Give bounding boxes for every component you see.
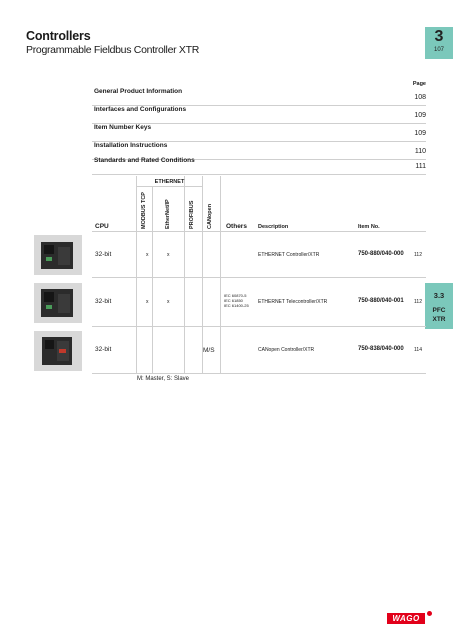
toc-item-page: 108 xyxy=(414,94,426,101)
toc-item[interactable] xyxy=(92,157,426,175)
toc-item-page: 109 xyxy=(414,130,426,137)
column-rule xyxy=(202,176,203,373)
cell-item-no: 750-880/040-001 xyxy=(358,298,404,304)
cell-page: 112 xyxy=(414,252,422,258)
section-label-line2: XTR xyxy=(432,316,446,323)
column-rule xyxy=(184,176,185,373)
cell-canopen: M/S xyxy=(203,347,215,354)
cell-cpu: 32-bit xyxy=(95,298,112,305)
cell-description: ETHERNET Telecontroller/XTR xyxy=(258,299,328,305)
header-canopen: CANopen xyxy=(207,203,213,229)
cell-ethernetip: x xyxy=(167,299,170,305)
page-title: Controllers xyxy=(26,29,91,43)
cell-cpu: 32-bit xyxy=(95,251,112,258)
table-footnote: M: Master, S: Slave xyxy=(137,376,190,382)
logo-mark-icon xyxy=(427,611,432,616)
toc-item[interactable] xyxy=(92,106,426,124)
row-rule xyxy=(92,277,426,278)
cell-others xyxy=(224,293,249,308)
toc-item-page: 111 xyxy=(415,163,426,170)
toc-page-header: Page xyxy=(412,81,426,87)
section-label-line1: PFC xyxy=(432,307,446,314)
cell-item-no: 750-838/040-000 xyxy=(358,346,404,352)
cell-cpu: 32-bit xyxy=(95,346,112,353)
header-others: Others xyxy=(226,223,247,230)
telecontroller-product-image xyxy=(34,283,82,323)
header-description: Description xyxy=(258,224,289,230)
chapter-page: 107 xyxy=(433,47,444,53)
cell-others-standard: IEC 61400-25 xyxy=(224,303,249,308)
toc-item-page: 110 xyxy=(414,148,426,155)
cell-modbus: x xyxy=(146,299,149,305)
cell-item-no: 750-880/040-000 xyxy=(358,251,404,257)
toc-item[interactable] xyxy=(92,88,426,106)
cell-modbus: x xyxy=(146,252,149,258)
cell-ethernetip: x xyxy=(167,252,170,258)
toc-item-title: Standards and Rated Conditions xyxy=(94,157,195,164)
cell-description: CANopen Controller/XTR xyxy=(258,347,315,353)
page-subtitle: Programmable Fieldbus Controller XTR xyxy=(26,44,200,56)
row-rule xyxy=(92,373,426,374)
canopen-controller-product-image xyxy=(34,331,82,371)
header-modbus-tcp: MODBUS TCP xyxy=(141,192,147,229)
header-ethernet-ip: EtherNet/IP xyxy=(165,199,171,229)
toc-item-title: Installation Instructions xyxy=(94,142,168,149)
cell-page: 114 xyxy=(414,347,422,353)
header-item-no: Item No. xyxy=(358,224,380,230)
toc-item-title: General Product Information xyxy=(94,88,183,95)
toc-item[interactable] xyxy=(92,124,426,142)
cell-others-standard: IEC 60870-5 xyxy=(224,293,247,298)
cell-page: 112 xyxy=(414,299,422,305)
header-profibus: PROFIBUS xyxy=(189,200,195,229)
cell-others-standard: IEC 61850 xyxy=(224,298,243,303)
ethernet-group-header: ETHERNET xyxy=(154,179,185,185)
header-cpu: CPU xyxy=(95,223,109,230)
column-rule xyxy=(220,176,221,373)
header-rule xyxy=(92,231,426,232)
column-rule xyxy=(136,176,137,373)
column-rule xyxy=(152,186,153,373)
wago-logo: WAGO xyxy=(387,613,425,624)
toc-item-title: Interfaces and Configurations xyxy=(94,106,187,113)
toc-item-page: 109 xyxy=(414,112,426,119)
toc-item-title: Item Number Keys xyxy=(94,124,152,131)
cell-description: ETHERNET Controller/XTR xyxy=(258,252,320,258)
group-rule xyxy=(137,186,202,187)
controller-product-image xyxy=(34,235,82,275)
row-rule xyxy=(92,326,426,327)
section-number: 3.3 xyxy=(433,291,445,300)
chapter-number: 3 xyxy=(434,28,444,45)
